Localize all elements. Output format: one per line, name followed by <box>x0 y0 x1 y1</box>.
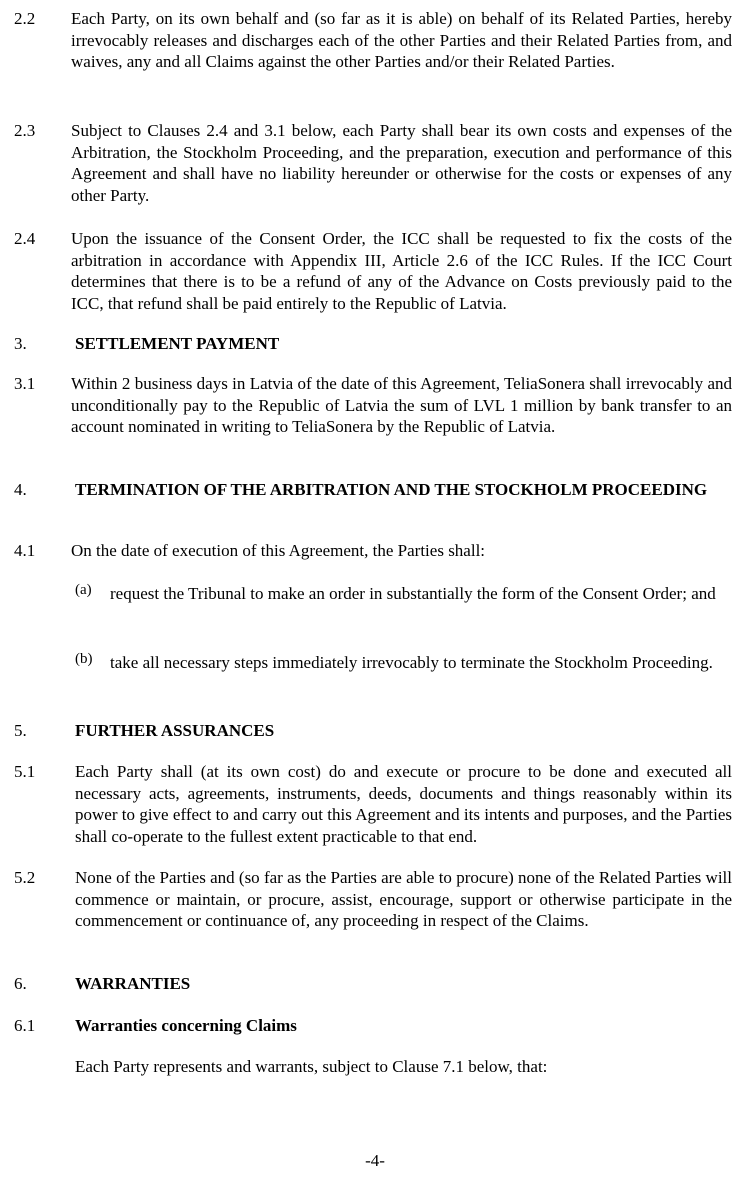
list-item-text: request the Tribunal to make an order in substantially the form of the Consent Order; and <box>110 584 716 603</box>
heading-number: 4. <box>14 480 27 499</box>
clause-text: Each Party shall (at its own cost) do and execute or procure to be done and executed all necessary acts, agreements, instruments, deeds, documents and things reasonably within its power to give effect to and carry out this Agreement and its intents and purposes, and the Parties shall co-operate to the fullest extent practicable to that end. <box>75 762 732 846</box>
clause-number: 6.1 <box>14 1016 36 1035</box>
clause-number: 2.4 <box>14 229 36 248</box>
list-item-label: (b) <box>75 651 93 667</box>
clause-number: 4.1 <box>14 541 36 560</box>
clause-number: 2.3 <box>14 121 36 140</box>
clause-text: On the date of execution of this Agreement, the Parties shall: <box>71 541 486 560</box>
heading-number: 3. <box>14 334 27 353</box>
clause-text: Subject to Clauses 2.4 and 3.1 below, each Party shall bear its own costs and expenses of the Arbitration, the Stockholm Proceeding, and the preparation, execution and performance of this Agreement and shall have no liability hereunder or otherwise for the costs or expenses of any other Party. <box>71 121 732 205</box>
heading-title: SETTLEMENT PAYMENT <box>75 334 280 353</box>
clause-text: Upon the issuance of the Consent Order, the ICC shall be requested to fix the costs of the arbitration in accordance with Appendix III, Article 2.6 of the ICC Rules. If the ICC Court determines that there is to be a refund of any of the Advance on Costs previously paid to the ICC, that refund shall be paid entirely to the Republic of Latvia. <box>71 229 732 313</box>
heading-number: 5. <box>14 721 27 740</box>
clause-number: 3.1 <box>14 374 36 393</box>
clause-text: None of the Parties and (so far as the Parties are able to procure) none of the Related Parties will commence or maintain, or procure, assist, encourage, support or otherwise participate in the commencement or continuance of, any proceeding in respect of the Claims. <box>75 868 732 930</box>
list-item-text: take all necessary steps immediately irrevocably to terminate the Stockholm Proceeding. <box>110 653 713 672</box>
heading-number: 6. <box>14 974 27 993</box>
heading-title: TERMINATION OF THE ARBITRATION AND THE STOCKHOLM PROCEEDING <box>75 480 708 499</box>
list-item-label: (a) <box>75 582 92 598</box>
clause-text: Each Party represents and warrants, subject to Clause 7.1 below, that: <box>75 1057 548 1076</box>
clause-number: 2.2 <box>14 9 36 28</box>
clause-text: Each Party, on its own behalf and (so far as it is able) on behalf of its Related Parties, hereby irrevocably releases and discharges each of the other Parties and their Related Parties from, and waives, any and all Claims against the other Parties and/or their Related Parties. <box>71 9 732 71</box>
heading-title: WARRANTIES <box>75 974 191 993</box>
heading-title: FURTHER ASSURANCES <box>75 721 275 740</box>
clause-number: 5.2 <box>14 868 36 887</box>
page-number: -4- <box>365 1151 385 1170</box>
clause-text: Within 2 business days in Latvia of the date of this Agreement, TeliaSonera shall irrevocably and unconditionally pay to the Republic of Latvia the sum of LVL 1 million by bank transfer to an account nominated in writing to TeliaSonera by the Republic of Latvia. <box>71 374 732 436</box>
clause-number: 5.1 <box>14 762 36 781</box>
clause-title: Warranties concerning Claims <box>75 1016 297 1035</box>
